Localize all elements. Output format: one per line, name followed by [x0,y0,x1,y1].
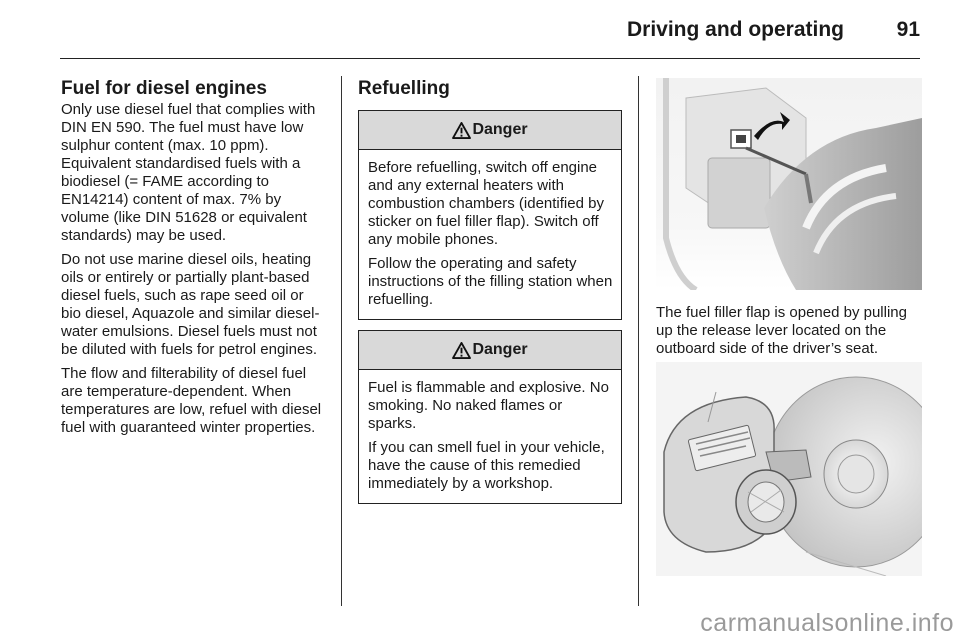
paragraph: Fuel is flammable and explosive. No smoking. No naked flames or sparks. [368,379,609,432]
heading-refuelling: Refuelling [358,78,450,99]
column-divider [638,76,639,606]
danger-title: Danger [472,121,528,138]
paragraph: The flow and filterability of diesel fuel are temperature-dependent. When temperatures are low, refuel with diesel fuel with guaranteed winter properties. [61,365,322,436]
warning-triangle-icon [452,342,471,359]
page-header [60,0,920,59]
section-title: Driving and operating [626,18,844,41]
danger-body [359,150,621,319]
paragraph: Do not use marine diesel oils, heating oils or entirely or partially plant-based diesel fuels, such as rape seed oil or bio diesel, Aquazole and similar diesel-water emulsions. Diesel fuels must not be diluted with fuels for petrol engines. [61,251,320,358]
danger-box [358,110,622,320]
paragraph: Before refuelling, switch off engine and any external heaters with combustion chambers (identified by sticker on fuel filler flap). Switch off any mobile phones. [368,159,604,248]
column-divider [341,76,342,606]
column-diesel-fuel [61,78,327,443]
paragraph: Follow the operating and safety instructions of the filling station when refuelling. [368,255,613,308]
paragraph: Only use diesel fuel that complies with DIN EN 590. The fuel must have low sulphur content (max. 10 ppm). Equivalent standardised fuels with a biodiesel (= FAME according to EN14214) content of max. 7% by volume (like DIN 51628 or equivalent standards) may be used. [61,101,316,244]
danger-title: Danger [472,341,528,358]
figure-caption [656,304,922,364]
column-refuelling [358,78,622,504]
heading-diesel-fuel: Fuel for diesel engines [61,78,267,99]
danger-box [358,330,622,504]
danger-header [359,111,621,150]
fuel-filler-flap-illustration [656,362,922,576]
danger-header [359,331,621,370]
paragraph: The fuel filler flap is opened by pulling up the release lever located on the outboard side of the driver’s seat. [656,304,907,357]
release-lever-illustration [656,78,922,290]
watermark: carmanualsonline.info [700,609,954,637]
danger-body [359,370,621,503]
warning-triangle-icon [452,122,471,139]
page-number: 91 [896,18,920,41]
paragraph: If you can smell fuel in your vehicle, have the cause of this remedied immediately by a workshop. [368,439,605,492]
